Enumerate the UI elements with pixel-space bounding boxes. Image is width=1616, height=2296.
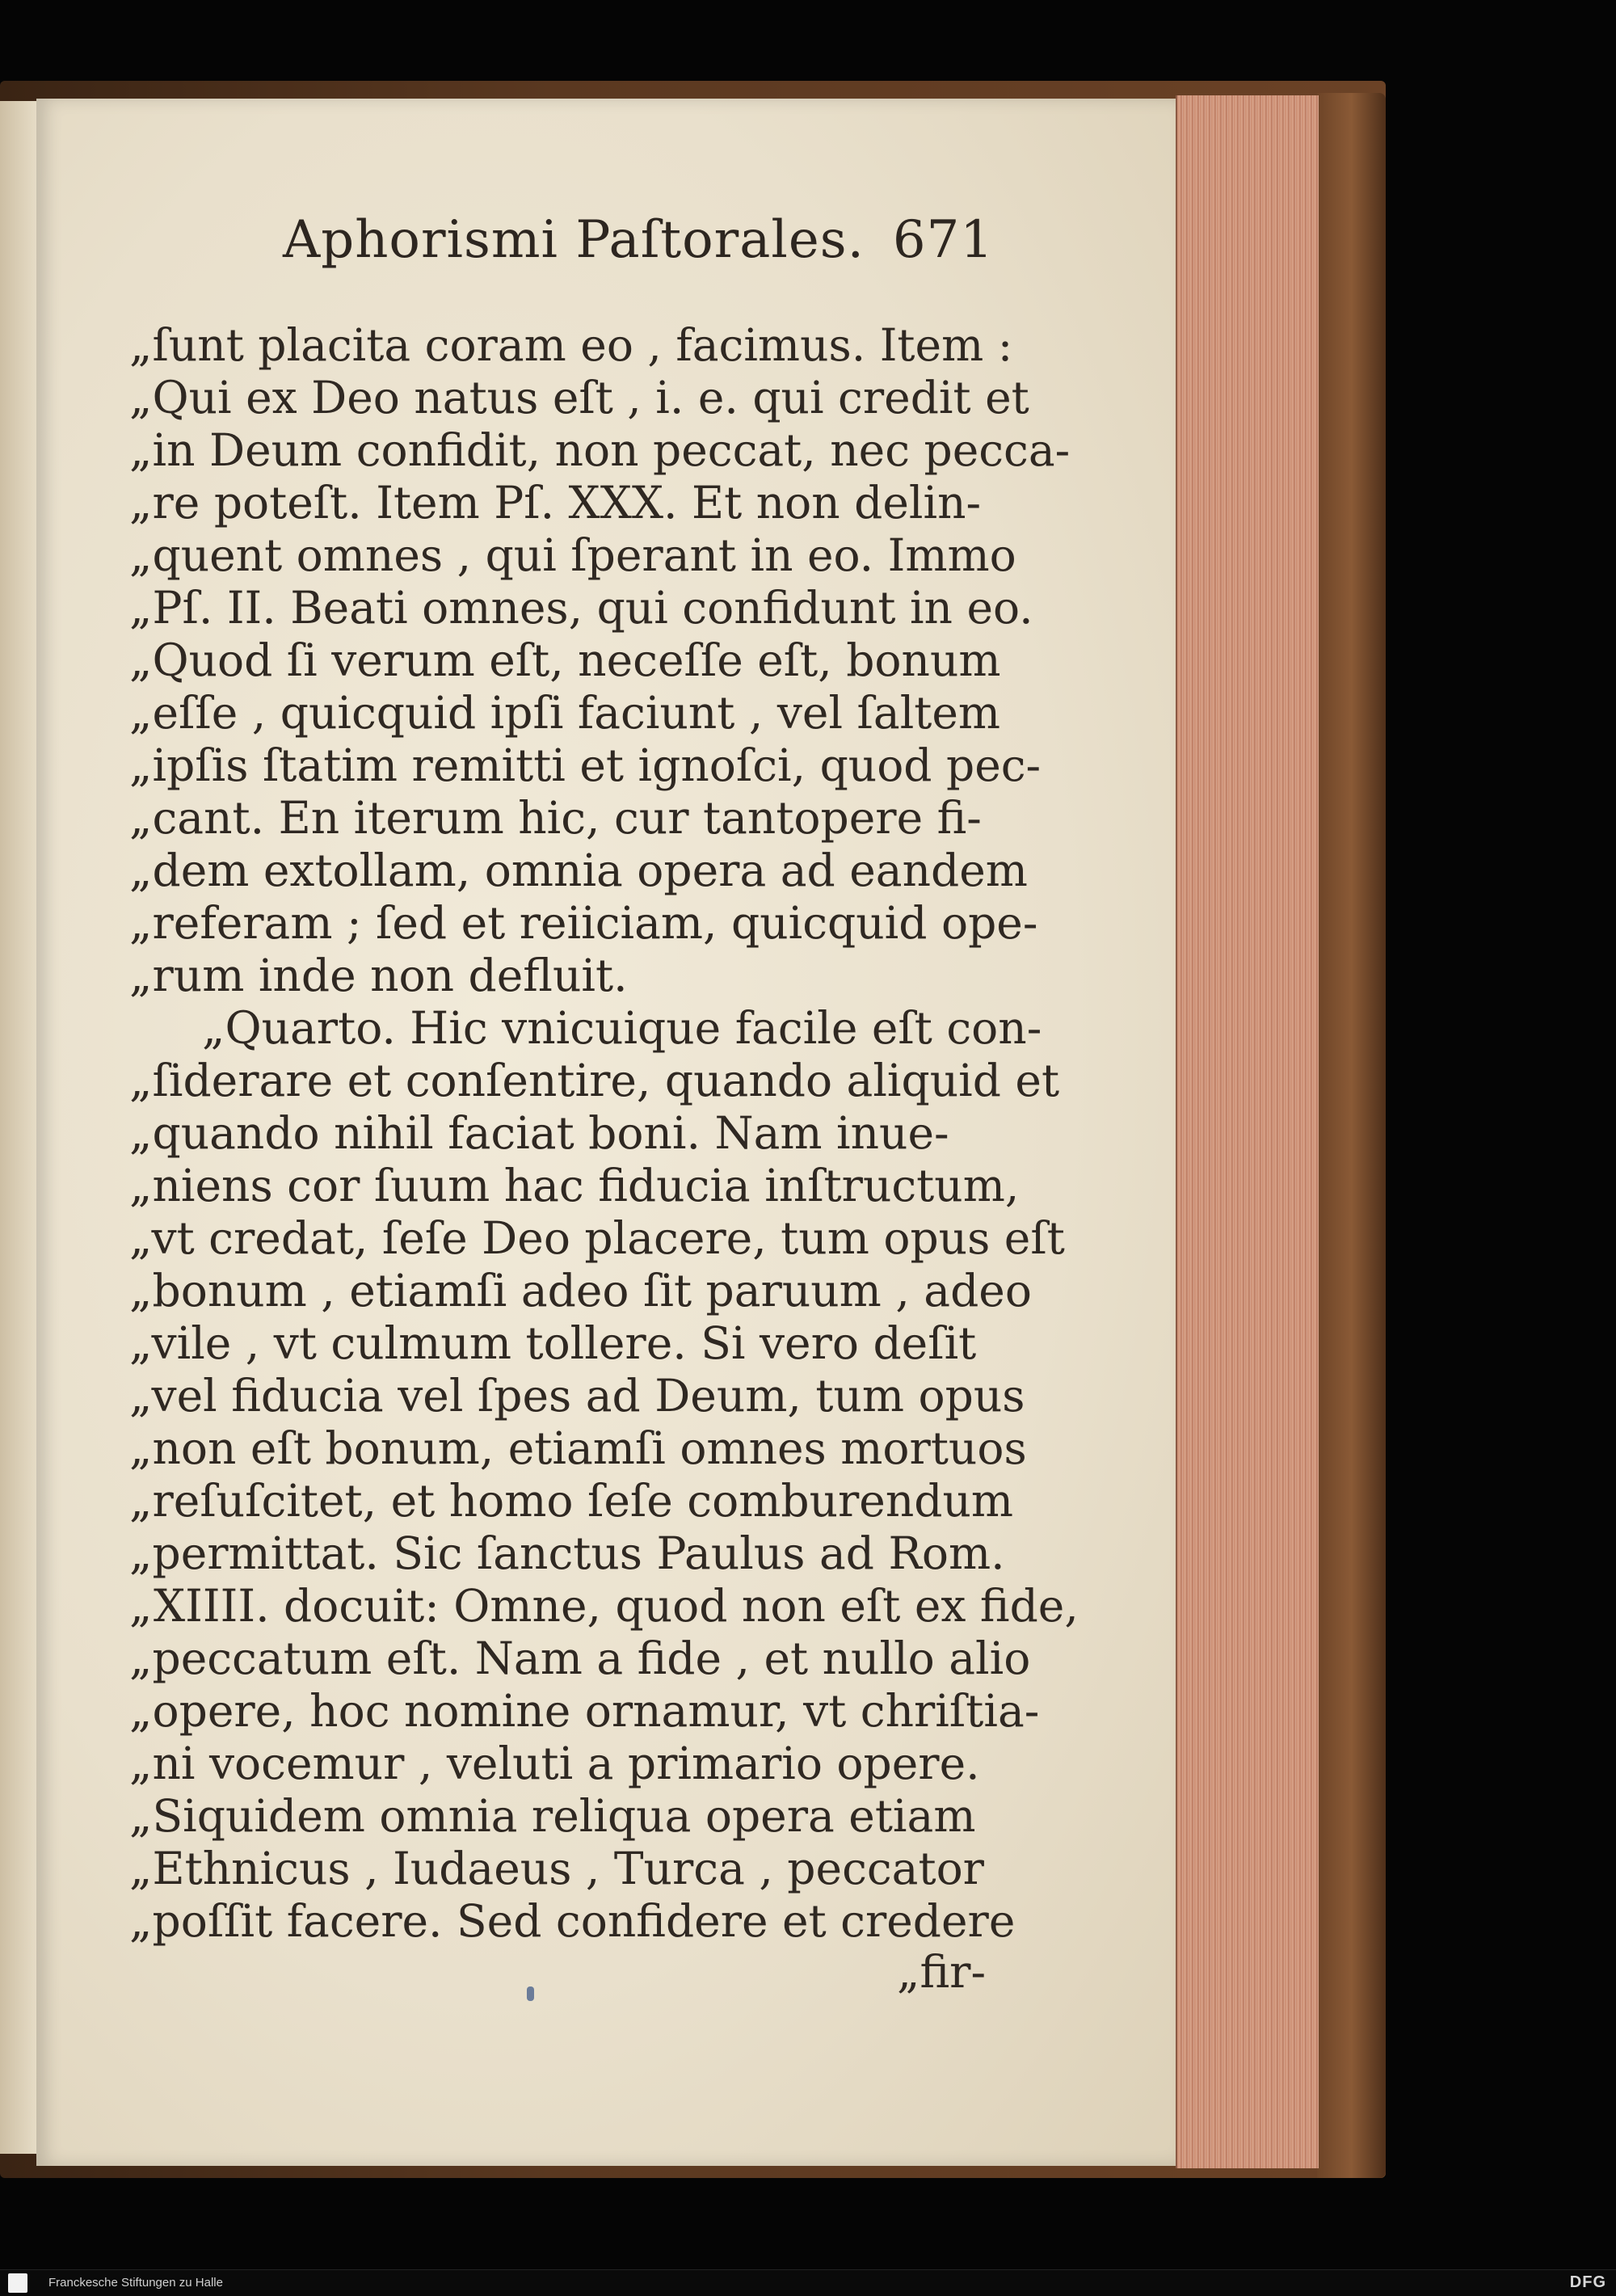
text-line: „ni vocemur , veluti a primario opere. (129, 1738, 980, 1789)
text-line: „bonum , etiamſi adeo ſit paruum , adeo (129, 1265, 1032, 1317)
text-line: „non eſt bonum, etiamſi omnes mortuos (129, 1422, 1027, 1474)
text-line: „ipſis ſtatim remitti et ignoſci, quod pec- (129, 739, 1042, 791)
text-line: „permittat. Sic ſanctus Paulus ad Rom. (129, 1527, 1005, 1579)
ink-speck (527, 1986, 534, 2001)
text-line: „quent omnes , qui ſperant in eo. Immo (129, 529, 1016, 581)
text-line: „Siquidem omnia reliqua opera etiam (129, 1790, 976, 1842)
page-number: 671 (892, 210, 994, 270)
text-line: „Qui ex Deo natus eſt , i. e. qui credit et (129, 372, 1029, 423)
running-title: Aphorismi Paſtorales. (283, 210, 865, 270)
text-line: „peccatum eſt. Nam a fide , et nullo alio (129, 1632, 1031, 1684)
text-line: „Ethnicus , Iudaeus , Turca , peccator (129, 1843, 984, 1894)
text-line: „vile , vt culmum tollere. Si vero deſit (129, 1317, 977, 1369)
text-line: „eſſe , quicquid ipſi faciunt , vel ſaltem (129, 687, 1001, 739)
institution-name: Franckesche Stiftungen zu Halle (48, 2276, 223, 2290)
text-line: „reſuſcitet, et homo ſeſe comburendum (129, 1475, 1014, 1527)
catchword: „fir- (897, 1946, 987, 1998)
text-line: „Pſ. II. Beati omnes, qui confidunt in eo. (129, 582, 1033, 634)
dfg-logo: DFG (1569, 2273, 1606, 2291)
page-text (129, 319, 1079, 1948)
book-spine (1317, 93, 1386, 2178)
text-line: „Quod ſi verum eſt, neceſſe eſt, bonum (129, 634, 1001, 686)
text-line: „XIIII. docuit: Omne, quod non eſt ex fide, (129, 1580, 1079, 1632)
text-line: „ſunt placita coram eo , facimus. Item : (129, 319, 1013, 371)
text-line: „dem extollam, omnia opera ad eandem (129, 845, 1028, 896)
text-line: „ſiderare et conſentire, quando aliquid et (129, 1055, 1060, 1106)
page-fore-edge (1176, 95, 1319, 2168)
text-line: „opere, hoc nomine ornamur, vt chriſtia- (129, 1685, 1040, 1737)
text-line: „niens cor ſuum hac fiducia inſtructum, (129, 1160, 1020, 1211)
text-line: „Quarto. Hic vnicuique facile eſt con- (202, 1002, 1042, 1054)
left-page-edge (0, 101, 36, 2154)
text-line: „poſſit facere. Sed confidere et credere (129, 1895, 1016, 1947)
viewer-footer (0, 2269, 1616, 2296)
text-line: „cant. En iterum hic, cur tantopere fi- (129, 792, 982, 844)
institution-logo-icon (8, 2273, 27, 2293)
text-line: „referam ; ſed et reiiciam, quicquid ope- (129, 897, 1038, 949)
text-line: „vel fiducia vel ſpes ad Deum, tum opus (129, 1370, 1025, 1422)
text-line: „re poteſt. Item Pſ. XXX. Et non delin- (129, 477, 982, 529)
text-line: „quando nihil faciat boni. Nam inue- (129, 1107, 949, 1159)
running-header (283, 210, 994, 283)
text-line: „rum inde non defluit. (129, 950, 628, 1001)
text-line: „vt credat, ſeſe Deo placere, tum opus eſt (129, 1212, 1065, 1264)
text-line: „in Deum confidit, non peccat, nec pecca- (129, 424, 1071, 476)
